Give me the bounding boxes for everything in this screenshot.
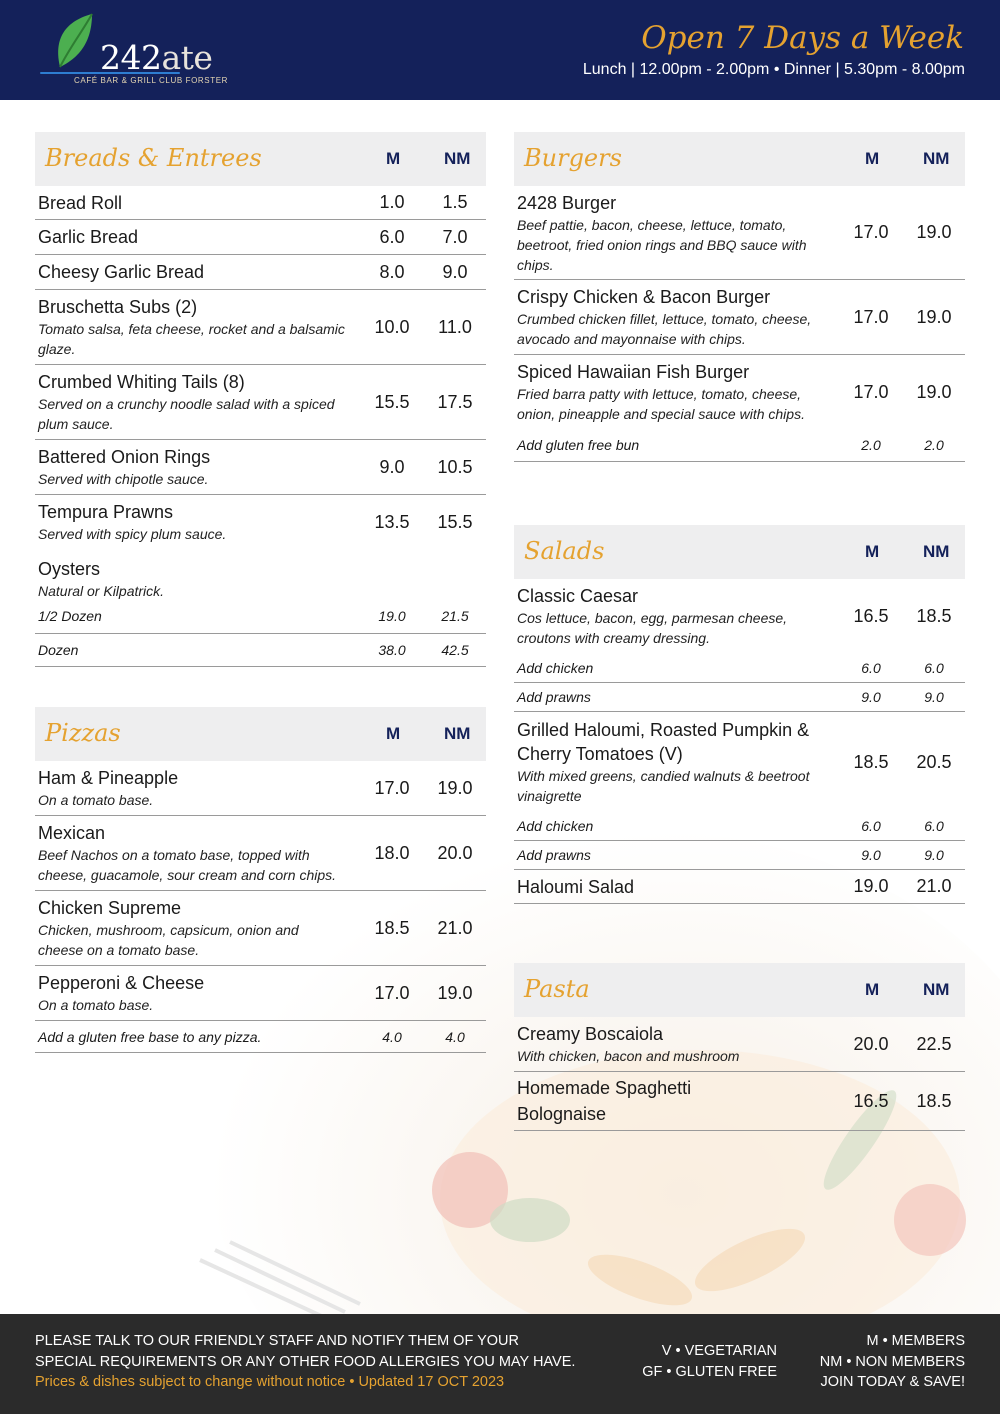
menu-item — [514, 355, 965, 429]
price-non-members: 9.0 — [442, 261, 468, 282]
price-members: 17.0 — [853, 381, 889, 402]
menu-item-option — [35, 1021, 486, 1053]
menu-item-option — [514, 841, 965, 870]
price-non-members: 9.0 — [924, 847, 944, 863]
price-members: 18.0 — [374, 842, 410, 863]
menu-item — [514, 870, 965, 904]
price-non-members: 6.0 — [924, 659, 944, 676]
price-non-members: 9.0 — [924, 689, 944, 705]
item-name: Add a gluten free base to any pizza. — [38, 1028, 262, 1045]
item-name: Oysters — [38, 559, 101, 579]
section-breads-entrees — [35, 132, 486, 667]
item-name: Pepperoni & Cheese — [38, 973, 205, 993]
section-burgers — [514, 132, 965, 462]
price-non-members: 17.5 — [437, 391, 473, 412]
price-members: 2.0 — [861, 437, 881, 453]
item-name: Add chicken — [517, 818, 594, 834]
menu-item — [35, 891, 486, 966]
legend-gluten-free: GF • GLUTEN FREE — [642, 1363, 777, 1380]
price-non-members: 19.0 — [916, 222, 952, 242]
menu-item — [35, 220, 486, 255]
section-header — [35, 707, 486, 761]
membership-legend — [820, 1331, 965, 1393]
item-description: Chicken, mushroom, capsicum, onion and cheese on a tomato base. — [38, 922, 299, 958]
price-members: 20.0 — [853, 1033, 889, 1054]
price-members: 9.0 — [861, 689, 881, 705]
item-name: Mexican — [38, 823, 106, 843]
item-description: With chicken, bacon and mushroom — [517, 1048, 740, 1064]
price-non-members: 15.5 — [437, 511, 473, 532]
non-members-column-label: NM — [444, 149, 471, 168]
item-description: With mixed greens, candied walnuts & beetroot vinaigrette — [517, 768, 810, 804]
item-name: 1/2 Dozen — [38, 608, 102, 624]
price-non-members: 20.5 — [916, 751, 952, 772]
item-name: Ham & Pineapple — [38, 768, 179, 788]
members-column-label: M — [865, 980, 880, 999]
price-non-members: 6.0 — [924, 818, 944, 834]
price-non-members: 11.0 — [438, 316, 472, 337]
item-description: On a tomato base. — [38, 792, 154, 808]
price-non-members: 19.0 — [437, 982, 473, 1003]
legend-vegetarian: V • VEGETARIAN — [661, 1343, 777, 1359]
price-members: 6.0 — [379, 226, 405, 247]
members-column-label: M — [865, 542, 880, 561]
item-name: Garlic Bread — [38, 227, 139, 247]
menu-item-option — [514, 653, 965, 683]
logo-subtitle: CAFÉ BAR & GRILL CLUB FORSTER — [74, 76, 229, 85]
menu-item — [35, 549, 486, 599]
item-description: Beef pattie, bacon, cheese, lettuce, tomato, beetroot, fried onion rings and BBQ sauce with chips. — [517, 216, 807, 273]
price-non-members: 20.0 — [437, 842, 473, 863]
section-header — [514, 132, 965, 186]
menu-item — [514, 186, 965, 280]
item-name: Crumbed Whiting Tails (8) — [38, 372, 245, 392]
opening-hours: Lunch | 12.00pm - 2.00pm • Dinner | 5.30pm - 8.00pm — [582, 61, 965, 78]
item-description: Fried barra patty with lettuce, tomato, cheese, onion, pineapple and special sauce with chips. — [517, 386, 805, 422]
price-non-members: 19.0 — [916, 381, 952, 402]
menu-item — [514, 579, 965, 653]
logo-wordmark: 242ate — [100, 38, 213, 77]
price-members: 16.5 — [853, 1090, 889, 1111]
legend-non-members: NM • NON MEMBERS — [819, 1353, 965, 1370]
price-non-members: 19.0 — [437, 777, 473, 798]
price-non-members: 18.5 — [916, 605, 952, 626]
price-members: 18.5 — [853, 751, 889, 772]
join-today-link[interactable]: JOIN TODAY & SAVE! — [820, 1374, 965, 1390]
item-description: Served with chipotle sauce. — [38, 471, 209, 487]
price-non-members: 2.0 — [924, 437, 944, 453]
section-pasta — [514, 963, 965, 1131]
menu-item-option — [514, 429, 965, 462]
section-header — [35, 132, 486, 186]
item-name: Crispy Chicken & Bacon Burger — [517, 287, 771, 307]
item-name: Haloumi Salad — [517, 876, 635, 897]
notice-line-1: PLEASE TALK TO OUR FRIENDLY STAFF AND NOTIFY THEM OF YOUR — [35, 1333, 519, 1349]
section-pizzas — [35, 707, 486, 1053]
price-members: 9.0 — [861, 847, 881, 863]
price-members: 8.0 — [379, 261, 405, 282]
header-bar — [0, 0, 1000, 100]
item-name: Grilled Haloumi, Roasted Pumpkin & Cherry Tomatoes (V) — [517, 720, 810, 764]
price-non-members: 18.5 — [916, 1090, 952, 1111]
open-days-tagline: Open 7 Days a Week — [641, 20, 964, 56]
menu-item — [35, 186, 486, 220]
allergy-notice — [35, 1331, 575, 1393]
section-title: Breads & Entrees — [45, 144, 262, 172]
menu-item-option — [514, 683, 965, 712]
price-members: 6.0 — [861, 659, 881, 676]
item-name: Battered Onion Rings — [38, 447, 211, 467]
price-members: 9.0 — [379, 456, 405, 477]
item-name: Dozen — [38, 642, 79, 658]
item-name: Add prawns — [517, 689, 591, 705]
non-members-column-label: NM — [923, 149, 950, 168]
price-non-members: 7.0 — [442, 226, 468, 247]
item-name: 2428 Burger — [517, 192, 617, 213]
non-members-column-label: NM — [444, 724, 471, 743]
section-title: Pasta — [524, 975, 590, 1003]
item-name: Creamy Boscaiola — [517, 1024, 664, 1044]
section-title: Pizzas — [45, 719, 121, 747]
menu-item-option — [35, 634, 486, 667]
menu-item — [35, 365, 486, 440]
leaf-icon — [52, 12, 102, 72]
menu-item — [35, 816, 486, 891]
menu-item — [514, 280, 965, 355]
price-non-members: 42.5 — [441, 642, 469, 658]
item-name: Chicken Supreme — [38, 898, 182, 918]
price-non-members: 1.5 — [442, 192, 468, 212]
menu-item — [35, 966, 486, 1021]
price-members: 4.0 — [382, 1028, 402, 1045]
price-non-members: 21.5 — [441, 608, 469, 624]
menu-item — [35, 440, 486, 495]
item-name: Bread Roll — [38, 192, 123, 213]
menu-item — [514, 1017, 965, 1072]
price-members: 18.5 — [374, 917, 410, 938]
notice-line-2: SPECIAL REQUIREMENTS OR ANY OTHER FOOD ALLERGIES YOU MAY HAVE. — [35, 1353, 576, 1370]
item-name: Add chicken — [517, 659, 594, 676]
item-description: Tomato salsa, feta cheese, rocket and a balsamic glaze. — [38, 321, 345, 357]
non-members-column-label: NM — [923, 980, 950, 999]
price-members: 19.0 — [853, 876, 889, 896]
logo[interactable] — [38, 12, 228, 92]
price-members: 10.0 — [374, 316, 410, 337]
menu-item — [514, 712, 965, 812]
item-name: Bruschetta Subs (2) — [38, 297, 198, 317]
members-column-label: M — [386, 149, 401, 168]
price-members: 17.0 — [853, 222, 889, 242]
members-column-label: M — [865, 149, 880, 168]
menu-item — [35, 255, 486, 290]
menu-item-option — [35, 599, 486, 634]
price-members: 1.0 — [379, 192, 405, 212]
item-name: Tempura Prawns — [38, 502, 174, 522]
item-description: On a tomato base. — [38, 997, 154, 1013]
price-non-members: 4.0 — [445, 1028, 465, 1045]
price-members: 17.0 — [374, 777, 410, 798]
price-members: 6.0 — [861, 818, 881, 834]
price-members: 15.5 — [374, 391, 410, 412]
menu-item — [35, 290, 486, 365]
item-description: Served with spicy plum sauce. — [38, 526, 227, 542]
menu-item — [35, 495, 486, 549]
price-non-members: 19.0 — [916, 306, 952, 327]
members-column-label: M — [386, 724, 401, 743]
section-title: Burgers — [524, 144, 622, 172]
legend-members: M • MEMBERS — [866, 1333, 965, 1349]
item-description: Cos lettuce, bacon, egg, parmesan cheese, croutons with creamy dressing. — [517, 610, 788, 646]
menu-item-option — [514, 812, 965, 841]
price-members: 13.5 — [374, 511, 410, 532]
price-update-note: Prices & dishes subject to change without notice • Updated 17 OCT 2023 — [35, 1374, 505, 1390]
item-description: Crumbed chicken fillet, lettuce, tomato, cheese, avocado and mayonnaise with chips. — [517, 311, 812, 347]
item-name: Add prawns — [517, 847, 591, 863]
non-members-column-label: NM — [923, 542, 950, 561]
footer-bar — [0, 1314, 1000, 1414]
item-name: Add gluten free bun — [517, 437, 640, 453]
item-name: Spiced Hawaiian Fish Burger — [517, 362, 750, 382]
price-non-members: 22.5 — [916, 1033, 952, 1054]
menu-item — [35, 761, 486, 816]
price-non-members: 21.0 — [916, 876, 952, 896]
section-header — [514, 525, 965, 579]
item-name: Cheesy Garlic Bread — [38, 262, 205, 282]
item-name: Classic Caesar — [517, 586, 639, 606]
price-members: 38.0 — [378, 642, 406, 658]
section-title: Salads — [524, 537, 605, 565]
item-description: Served on a crunchy noodle salad with a spiced plum sauce. — [38, 396, 335, 432]
item-description: Beef Nachos on a tomato base, topped with cheese, guacamole, sour cream and corn chips. — [38, 847, 337, 883]
price-members: 16.5 — [853, 605, 889, 626]
dietary-legend — [600, 1341, 777, 1382]
section-header — [514, 963, 965, 1017]
menu-item — [514, 1072, 965, 1131]
price-members: 19.0 — [378, 608, 406, 624]
section-salads — [514, 525, 965, 904]
item-name: Homemade Spaghetti Bolognaise — [517, 1078, 692, 1124]
price-members: 17.0 — [853, 306, 889, 327]
price-members: 17.0 — [374, 982, 410, 1003]
item-description: Natural or Kilpatrick. — [38, 583, 165, 599]
price-non-members: 10.5 — [437, 456, 473, 477]
price-non-members: 21.0 — [437, 917, 473, 938]
